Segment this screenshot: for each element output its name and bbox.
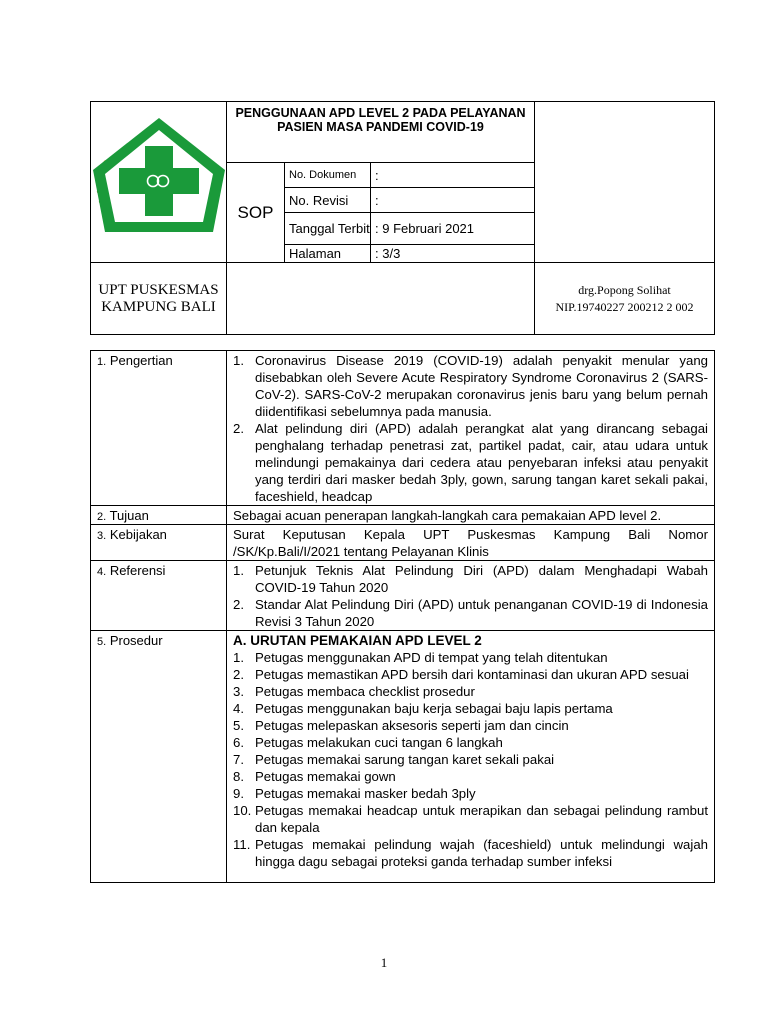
list-item: 2. Petugas memastikan APD bersih dari kontaminasi dan ukuran APD sesuai: [233, 667, 689, 682]
meta-value-no-dokumen: :: [371, 163, 535, 188]
meta-value-tanggal-terbit: : 9 Februari 2021: [371, 213, 535, 245]
page-number: 1: [380, 955, 388, 970]
list-item: 8. Petugas memakai gown: [233, 769, 396, 784]
list-item: 7. Petugas memakai sarung tangan karet sekali pakai: [233, 752, 555, 767]
header-table: [90, 101, 715, 335]
list-item: 9. Petugas memakai masker bedah 3ply: [233, 786, 476, 801]
header-empty-cell: [535, 102, 715, 263]
list-item: 10. Petugas memakai headcap untuk merapikan dan sebagai pelindung rambut dan kepala: [233, 803, 708, 835]
content-table: [90, 350, 715, 883]
row-kebijakan: [91, 525, 715, 561]
label-pengertian: 1. Pengertian: [91, 351, 227, 506]
content-pengertian: [227, 351, 715, 506]
label-kebijakan: 3. Kebijakan: [91, 525, 227, 561]
content-prosedur: [227, 631, 715, 883]
label-prosedur: 5. Prosedur: [91, 631, 227, 883]
list-item: 1. Petunjuk Teknis Alat Pelindung Diri (APD) dalam Menghadapi Wabah COVID-19 Tahun 2020: [233, 563, 708, 595]
logo-cell: [91, 102, 227, 263]
meta-label-no-dokumen: No. Dokumen: [285, 163, 371, 188]
content-kebijakan: Surat Keputusan Kepala UPT Puskesmas Kampung Bali Nomor /SK/Kp.Bali/I/2021 tentang Pelayanan Klinis: [227, 525, 715, 561]
list-item: 2. Alat pelindung diri (APD) adalah perangkat alat yang dirancang sebagai penghalang terhadap penetrasi zat, partikel padat, cair, atau udara untuk melindungi pemakainya dari cedera atau penyebaran infeksi atau penyakit yang terdiri dari masker bedah 3ply, gown, sarung tangan karet sekali pakai, faceshield, headcap: [233, 421, 708, 504]
row-pengertian: [91, 351, 715, 506]
meta-label-tanggal-terbit: Tanggal Terbit: [285, 213, 371, 245]
row-referensi: [91, 561, 715, 631]
signatory-name: drg.Popong Solihat: [578, 282, 671, 297]
prosedur-heading: A. URUTAN PEMAKAIAN APD LEVEL 2: [233, 633, 482, 648]
puskesmas-logo-icon: [91, 112, 227, 262]
label-referensi: 4. Referensi: [91, 561, 227, 631]
meta-label-halaman: Halaman: [285, 245, 371, 263]
label-tujuan: 2. Tujuan: [91, 506, 227, 525]
list-item: 1. Coronavirus Disease 2019 (COVID-19) adalah penyakit menular yang disebabkan oleh Severe Acute Respiratory Syndrome Coronavirus 2 (SARS-CoV-2). SARS-CoV-2 merupakan coronavirus jenis baru yang belum pernah diidentifikasi sebelumnya pada manusia.: [233, 353, 708, 419]
signatory-nip: NIP.19740227 200212 2 002: [555, 299, 694, 314]
meta-value-no-revisi: :: [371, 188, 535, 213]
row-prosedur: [91, 631, 715, 883]
list-item: 11. Petugas memakai pelindung wajah (faceshield) untuk melindungi wajah hingga dagu sebagai proteksi ganda terhadap sumber infeksi: [233, 837, 708, 869]
list-item: 4. Petugas menggunakan baju kerja sebagai baju lapis pertama: [233, 701, 613, 716]
list-item: 5. Petugas melepaskan aksesoris seperti jam dan cincin: [233, 718, 569, 733]
list-item: 3. Petugas membaca checklist prosedur: [233, 684, 475, 699]
document-title: PENGGUNAAN APD LEVEL 2 PADA PELAYANAN PASIEN MASA PANDEMI COVID-19: [227, 102, 535, 163]
row-tujuan: [91, 506, 715, 525]
list-item: 6. Petugas melakukan cuci tangan 6 langkah: [233, 735, 503, 750]
prosedur-list: [233, 649, 708, 870]
organization-name: UPT PUSKESMAS KAMPUNG BALI: [91, 263, 227, 335]
meta-label-no-revisi: No. Revisi: [285, 188, 371, 213]
org-empty-cell: [227, 263, 535, 335]
content-tujuan: Sebagai acuan penerapan langkah-langkah cara pemakaian APD level 2.: [227, 506, 715, 525]
sop-label: SOP: [227, 163, 285, 263]
list-item: 1. Petugas menggunakan APD di tempat yang telah ditentukan: [233, 650, 608, 665]
meta-value-halaman: : 3/3: [371, 245, 535, 263]
signature-block: [535, 263, 715, 335]
content-referensi: [227, 561, 715, 631]
list-item: 2. Standar Alat Pelindung Diri (APD) untuk penanganan COVID-19 di Indonesia Revisi 3 Tahun 2020: [233, 597, 708, 629]
